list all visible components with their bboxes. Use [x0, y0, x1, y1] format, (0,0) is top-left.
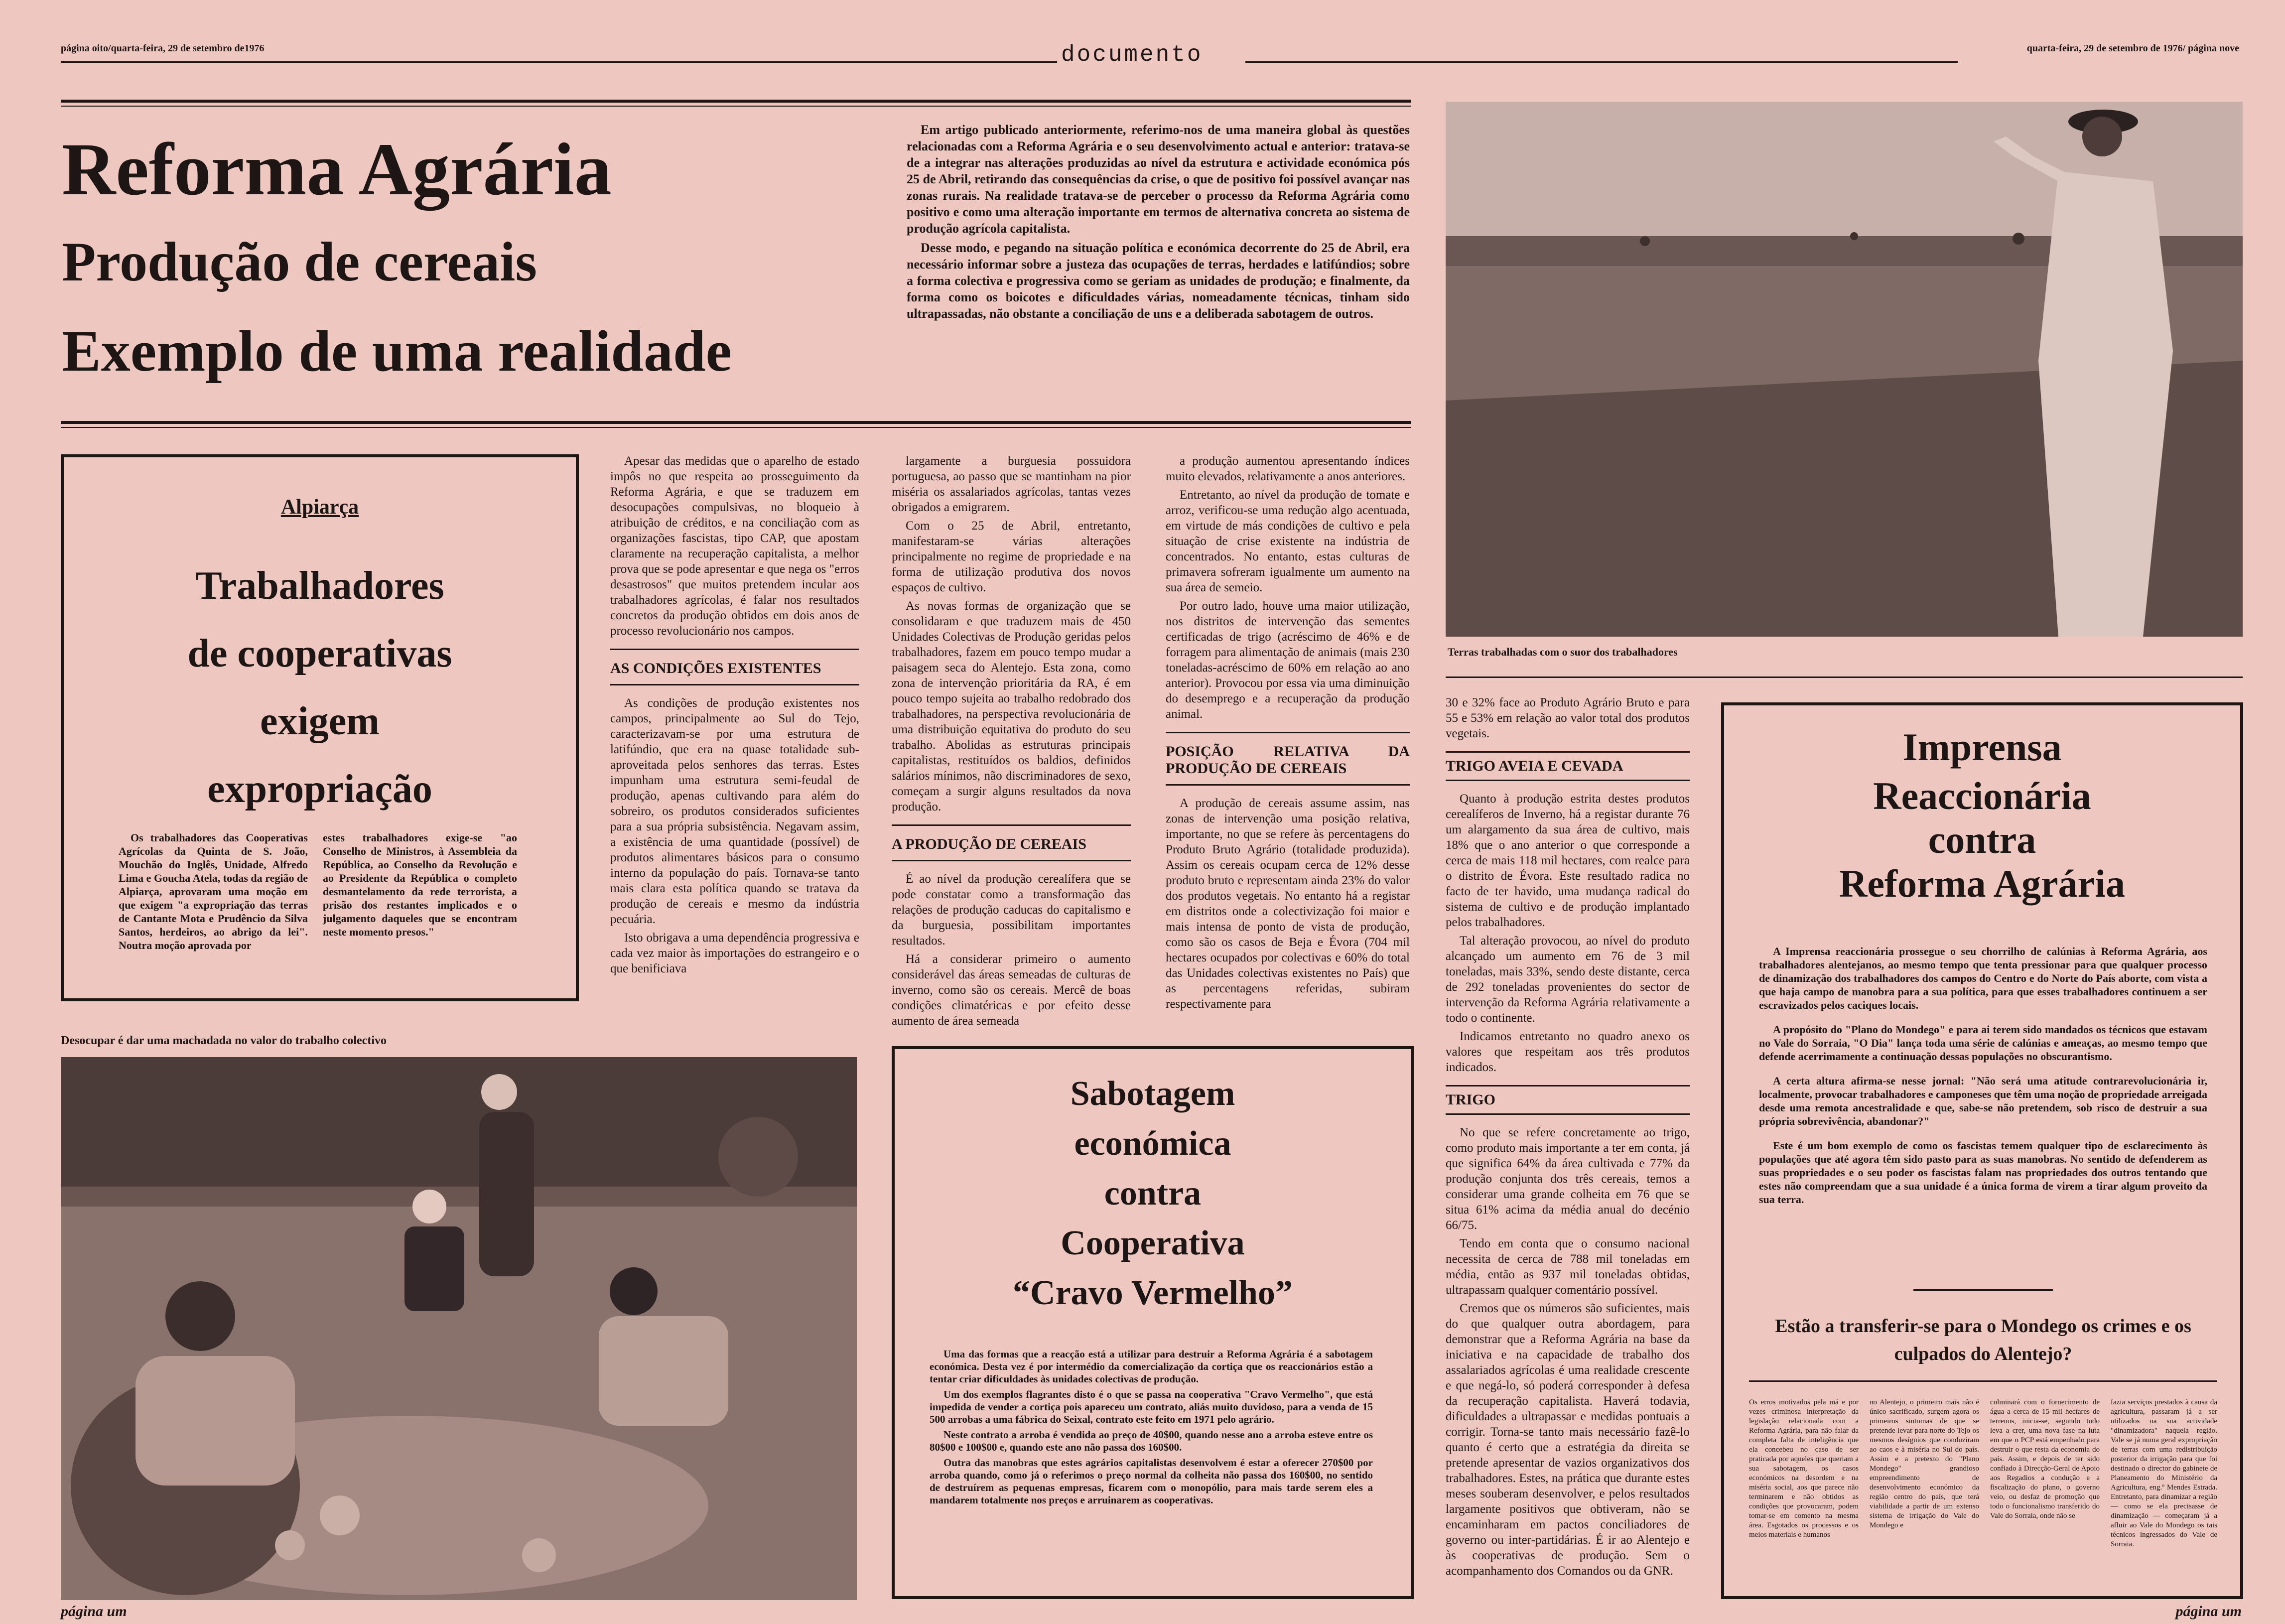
running-head-right: quarta-feira, 29 de setembro de 1976/ página nove: [2026, 43, 2239, 54]
sabotage-headline-line: Sabotagem: [1070, 1075, 1235, 1113]
alpiarca-headline-line: expropriação: [207, 767, 432, 811]
footer-right: página um: [2175, 1603, 2242, 1620]
imprensa-subhead: Estão a transferir-se para o Mondego os crimes e os culpados do Alentejo?: [1775, 1316, 2191, 1364]
running-head-left: página oito/quarta-feira, 29 de setembro de1976: [61, 43, 265, 54]
body-paragraph: As condições de produção existentes nos campos, principalmente ao Sul do Tejo, caracterizavam-se por uma estrutura de latifúndio, que era na quase totalidade sub-aproveitada pelos senhores das terras. Estes impunham uma estrutura semi-feudal de produção, apenas cultivando para além do sobreiro, os produtos considerados suficientes para a sua própria subsistência. Negavam assim, a existência de uma quantidade (possível) de produtos alimentares básicos para o consumo interno da população do país. Tornava-se tanto mais clara esta política quando se tratava da produção de cereais e mesmo da indústria pecuária.: [610, 696, 859, 926]
column-rule: [610, 684, 859, 685]
alpiarca-headline-line: Trabalhadores: [195, 564, 444, 608]
body-paragraph: A produção de cereais assume assim, nas zonas de intervenção uma posição relativa, importante, no que se refere às percentagens do Produto Bruto Agrário (totalidade produzida). Assim os cereais ocupam cerca de 12% desse produto bruto e representam ainda 23% do valor dos produtos vegetais. No entanto há a registar em distritos onde a colectivização foi maior e mais intensa de ponto de vista de produção, como são os casos de Beja e Évora (704 mil hectares ocupados por colectivas e 60% do total das Unidades colectivas existentes no País) que as percentagens referidas, subiram respectivamente para: [1166, 797, 1410, 1011]
imprensa-body: [1759, 945, 2207, 1209]
body-paragraph: Por outro lado, houve uma maior utilização, nos distritos de intervenção das sementes certificadas de trigo (acréscimo de 46% e de forragem para alimentação de animais (mais 230 toneladas-acréscimo de 60% em relação ao ano anterior). Provocou por essa via uma diminuição do desemprego e a recuperação da produção animal.: [1166, 599, 1410, 721]
article-column-3: [1166, 453, 1410, 1015]
top-rule-thin: [61, 106, 1411, 107]
section-label: documento: [1061, 42, 1203, 68]
body-paragraph: Entretanto, ao nível da produção de tomate e arroz, verificou-se uma redução algo acentuada, em virtude de más condições de cultivo e pela situação de crise existente na indústria de concentrados. No entanto, estas culturas de primavera sofreram igualmente um aumento na sua área de semeio.: [1166, 488, 1410, 594]
body-paragraph: largamente a burguesia possuidora portuguesa, ao passo que se mantinham na pior miséria os assalariados agrícolas, tantas vezes obrigados a emigrarem.: [892, 454, 1131, 514]
column-rule: [1446, 1085, 1690, 1086]
sabotage-headline-line: Cooperativa: [1061, 1224, 1245, 1262]
main-subtitle-1: Produção de cereais: [62, 231, 537, 293]
photo-cooperative-workers: [61, 1057, 857, 1600]
footer-left: página um: [61, 1603, 127, 1620]
header-rule-right: [1245, 61, 1958, 63]
imprensa-subhead-rule: [1749, 1380, 2217, 1382]
imprensa-headline-line: Imprensa: [1902, 725, 2062, 769]
sabotage-paragraph: Neste contrato a arroba é vendida ao preço de 40$00, quando nesse ano a arroba esteve entre os 80$00 e 100$00 e, quando este ano não passa dos 160$00.: [930, 1429, 1373, 1453]
body-paragraph: É ao nível da produção cerealífera que se pode constatar como a transformação das relações de produção caducas do capitalismo e da burguesia, possibilitam importantes resultados.: [892, 872, 1131, 947]
column-rule: [1446, 751, 1690, 753]
subheading-relative-position: POSIÇÃO RELATIVA DA PRODUÇÃO DE CEREAIS: [1166, 743, 1410, 777]
alpiarca-col-b: estes trabalhadores exige-se "ao Conselho de Ministros, à Assembleia da República, ao Conselho da Revolução e ao Presidente da República o completo desmantelamento da rede terrorista, a prisão dos restantes implicados e o julgamento daqueles que se encontram neste momento presos.": [323, 831, 517, 938]
article-column-4: [1446, 695, 1690, 1582]
photo-cooperative-workers-image: [61, 1057, 857, 1600]
alpiarca-col-a: Os trabalhadores das Cooperativas Agrícolas da Quinta de S. João, Mouchão do Inglês, Unidade, Alfredo Lima e Goucha Atela, todas da região de Alpiarça, aprovaram uma moção em que exigem "a expropriação das terras de Cantante Mota e Prudêncio da Silva Santos, herdeiros, ao abrigo da lei". Noutra moção aprovada por: [119, 831, 308, 951]
body-paragraph: Com o 25 de Abril, entretanto, manifestaram-se várias alterações principalmente no regime de propriedade e na forma de utilização produtiva dos novos espaços de cultivo.: [892, 519, 1131, 594]
headline-bottom-rule: [61, 421, 1411, 424]
body-paragraph: Quanto à produção estrita destes produtos cerealíferos de Inverno, há a registar durante 76 um alargamento da sua área de cultivo, mais 18% que o ano anterior o que corresponde a cerca de mais 118 mil hectares, com realce para o distrito de Évora. Este resultado radica no facto de ter havido, uma mudança radical do sistema de cultivo e de produção implantado pelos trabalhadores.: [1446, 792, 1690, 929]
body-paragraph: 30 e 32% face ao Produto Agrário Bruto e para 55 e 53% em relação ao valor total dos produtos vegetais.: [1446, 696, 1690, 740]
body-paragraph: As novas formas de organização que se consolidaram e que traduzem mais de 450 Unidades Colectivas de Produção geridas pelos trabalhadores, fazem em pouco tempo mudar a paisagem seca do Alentejo. Esta zona, como zona de intervenção prioritária da RA, é em pouco tempo sujeita ao trabalho redobrado dos trabalhadores, na perspectiva revolucionária de uma distribuição equitativa do produto do seu trabalho. Abolidas as estruturas principais capitalistas, restituídos os baldios, definidos salários mínimos, não discriminadores de sexo, começam a surgir alguns resultados da nova produção.: [892, 599, 1131, 813]
sabotage-headline-line: económica: [1074, 1124, 1231, 1163]
photo-right-caption: Terras trabalhadas com o suor dos trabalhadores: [1448, 646, 1678, 658]
column-rule: [610, 649, 859, 650]
alpiarca-box: [61, 454, 579, 1001]
lead-paragraph: Em artigo publicado anteriormente, referimo-nos de uma maneira global às questões relacionadas com a Reforma Agrária e o seu desenvolvimento actual e anterior: tratava-se de a integrar nas alterações produzidas ao nível da estrutura e actividade económica pós 25 de Abril, retirando das consequências da crise, o que de positivo foi possível avançar nas zonas rurais. Na realidade tratava-se de perceber o processo da Reforma Agrária como positivo e como uma alteração importante em termos de alternativa concreta ao sistema de produção agrícola capitalista.: [907, 123, 1410, 236]
subheading-wheat-oats-barley: TRIGO AVEIA E CEVADA: [1446, 758, 1623, 774]
main-subtitle-2: Exemplo de uma realidade: [62, 318, 732, 384]
body-paragraph: Tendo em conta que o consumo nacional necessita de cerca de 788 mil toneladas em média, então as 937 mil toneladas obtidas, ultrapassam qualquer comentário possível.: [1446, 1237, 1690, 1297]
column-rule: [1166, 784, 1410, 786]
imprensa-small-col: culminará com o fornecimento de água a cerca de 15 mil hectares de terrenos, inicia-se, segundo tudo leva a crer, uma nova fase na luta em que o PCP está empenhado para destruir o que resta da economia do país. Assim, e depois de ter sido confiado à Direcção-Geral de Apoio aos Regadios a condução e a fiscalização do plano, o governo veio, ou desfaz de promoção que todo o funcionalismo transferido do Vale do Sorraia, onde não se: [1990, 1398, 2100, 1520]
sabotage-body: [930, 1348, 1373, 1509]
subheading-cereal-production: A PRODUÇÃO DE CEREAIS: [892, 836, 1086, 852]
header-rule-left: [61, 61, 1057, 63]
body-paragraph: Apesar das medidas que o aparelho de estado impôs no que respeita ao prosseguimento da Reforma Agrária, e que se traduzem em desocupações compulsivas, no bloqueio à atribuição de créditos, e na conciliação com as organizações fascistas, tipo CAP, que apostam claramente na recuperação capitalista, a melhor prova que se pode apresentar e que nega os "erros desastrosos" que muitos pretendem incular aos trabalhadores agrícolas, é falar nos resultados concretos da produção obtidos em dois anos de processo revolucionário nos campos.: [610, 454, 859, 638]
sabotage-paragraph: Um dos exemplos flagrantes disto é o que se passa na cooperativa "Cravo Vermelho", que está impedida de vender a cortiça pois apareceu um contrato, aliás muito duvidoso, para a venda de 15 500 arrobas a uma fábrica do Seixal, contrato este feito em 1971 pelo agrário.: [930, 1388, 1373, 1425]
subheading-existing-conditions: AS CONDIÇÕES EXISTENTES: [610, 660, 821, 677]
column-rule: [892, 860, 1131, 861]
sabotage-paragraph: Outra das manobras que estes agrários capitalistas desenvolvem é estar a oferecer 270$00 por arroba quando, como já o referimos o preço normal da colheita não passa dos 160$00, no sentido de destruírem as pequenas empresas, ficarem com o monopólio, para mais tarde serem eles a mandarem totalmente nos preços e arruinarem as cooperativas.: [930, 1457, 1373, 1506]
photo-left-caption: Desocupar é dar uma machadada no valor do trabalho colectivo: [61, 1034, 387, 1047]
lead-text: [907, 122, 1410, 325]
alpiarca-headline-line: de cooperativas: [187, 632, 452, 676]
main-title: Reforma Agrária: [62, 128, 612, 211]
column-rule: [1446, 780, 1690, 781]
body-paragraph: No que se refere concretamente ao trigo, como produto mais importante a ter em conta, já que significa 64% da área cultivada e 77% da produção conjunta dos três cereais, temos a considerar uma grande colheita em 76 que se situa 61% acima da média anual do decénio 66/75.: [1446, 1126, 1690, 1232]
column-rule: [892, 824, 1131, 826]
article-column-1: [610, 453, 859, 979]
imprensa-box: [1721, 702, 2243, 1599]
sabotage-headline-line: contra: [1104, 1174, 1202, 1213]
imprensa-paragraph: A propósito do "Plano do Mondego" e para ai terem sido mandados os técnicos que estavam no Vale do Sorraia, "O Dia" lança toda uma série de calúnias e ameaças, ao mesmo tempo que defende acerrimamente a continuação dessas populações no obscurantismo.: [1759, 1023, 2207, 1063]
imprensa-headline-line: Reforma Agrária: [1839, 862, 2125, 905]
body-paragraph: Indicamos entretanto no quadro anexo os valores que respeitam aos três produtos indicados.: [1446, 1030, 1690, 1074]
sabotage-headline: [895, 1069, 1411, 1318]
top-rule: [61, 100, 1411, 103]
imprensa-headline-line: Reaccionária: [1873, 774, 2091, 817]
imprensa-divider: [1913, 1289, 2053, 1291]
photo-fields-image: [1446, 102, 2243, 637]
body-paragraph: a produção aumentou apresentando índices muito elevados, relativamente a anos anteriores.: [1166, 454, 1410, 483]
alpiarca-headline-line: exigem: [260, 699, 380, 743]
column-rule: [1446, 1113, 1690, 1115]
photo-bottom-rule: [1446, 677, 2243, 678]
body-paragraph: Isto obrigava a uma dependência progressiva e cada vez maior às importações do estrangeiro e o que benificiava: [610, 931, 859, 975]
body-paragraph: Tal alteração provocou, ao nível do produto alcançado um aumento em 76 de 3 mil toneladas, mais 33%, sendo deste distante, cerca de 292 toneladas provenientes do sector de intervenção da Reforma Agrária relativamente a todo o continente.: [1446, 934, 1690, 1025]
sabotage-paragraph: Uma das formas que a reacção está a utilizar para destruir a Reforma Agrária é a sabotagem económica. Desta vez é por intermédio da comercialização da cortiça que os reaccionários estão a tentar criar dificuldades às unidades colectivas de produção.: [930, 1348, 1373, 1385]
photo-fields: [1446, 102, 2243, 637]
subheading-wheat: TRIGO: [1446, 1091, 1496, 1108]
imprensa-small-col: no Alentejo, o primeiro mais não é único sacrificado, surgem agora os primeiros sintomas de que se pretende levar para norte do Tejo os mesmos desígnios que conduziram ao caos e à miséria no Sul do país. Assim e a pretexto do "Plano Mondego" grandioso empreendimento de desenvolvimento económico da região centro do país, que terá viabilidade a partir de um extenso sistema de irrigação do Vale do Mondego e: [1870, 1398, 1979, 1529]
headline-bottom-rule-thin: [61, 427, 1411, 428]
imprensa-headline: [1724, 725, 2240, 906]
imprensa-headline-line: contra: [1928, 818, 2036, 861]
imprensa-small-col: fazia serviços prestados à causa da agricultura, passaram já a ser utilizados na sua actividade "dinamizadora" naquela região. Vale se já numa geral expropriação de terras com uma redistribuição posterior da irrigação para que foi destinado o director do gabinete de Planeamento do Ministério da Agricultura, eng.º Mendes Estrada. Entretanto, para dinamizar a região — como se ela precisasse de dinamização — começaram já a afluir ao Vale do Mondego os tais técnicos ingressados do Vale de Sorraia.: [2111, 1398, 2217, 1548]
column-rule: [1166, 732, 1410, 733]
alpiarca-kicker: Alpiarça: [280, 496, 359, 519]
alpiarca-headline: [64, 552, 576, 823]
imprensa-paragraph: A Imprensa reaccionária prossegue o seu chorrilho de calúnias à Reforma Agrária, aos trabalhadores alentejanos, ao mesmo tempo que tenta pressionar para que qualquer processo de dinamização dos trabalhadores dos campos do Centro e do Norte do País aborte, com vista a que haja campo de manobra para a sua política, para que esses trabalhadores continuem a ser escravizados pelos caciques locais.: [1759, 945, 2207, 1011]
lead-paragraph: Desse modo, e pegando na situação política e económica decorrente do 25 de Abril, era necessário informar sobre a justeza das ocupações de terras, herdades e latifúndios; sobre a forma colectiva e progressiva como se geriam as unidades de produção; e finalmente, da forma como os boicotes e dificuldades várias, nomeadamente técnicas, tinham sido ultrapassadas, não obstante a conciliação de uns e a deliberada sabotagem de outros.: [907, 241, 1410, 321]
imprensa-paragraph: A certa altura afirma-se nesse jornal: "Não será uma atitude contrarevolucionária ir, localmente, provocar trabalhadores e camponeses que têm uma noção de propriedade arreigada desde uma remota ancestralidade e que, sabe-se não pretendem, sob risco de destruir a sua própria sobrevivência, abandonar?": [1759, 1075, 2207, 1127]
body-paragraph: Há a considerar primeiro o aumento considerável das áreas semeadas de culturas de inverno, como são os cereais. Mercê de boas condições climatéricas e por efeito desse aumento de área semeada: [892, 952, 1131, 1028]
sabotage-headline-line: “Cravo Vermelho”: [1013, 1274, 1293, 1312]
imprensa-small-col: Os erros motivados pela má e por vezes criminosa interpretação da legislação relacionada com a Reforma Agrária, para não falar da completa falta de inteligência que ela concebeu no caso de ser praticada por aqueles que queriam a sua sabotagem, os casos económicos na desordem e na miséria social, aos que parece não terminarem e não obtidos as condições que provocaram, podem tomar-se em comento na mesma área. Esgotados os processos e os meios materiais e humanos: [1749, 1398, 1859, 1539]
sabotage-box: [892, 1046, 1414, 1599]
article-column-2: [892, 453, 1131, 1032]
imprensa-paragraph: Este é um bom exemplo de como os fascistas temem qualquer tipo de esclarecimento às populações que até agora têm sido pasto para as suas manobras. No sentido de defenderem as suas propriedades e o seu poder os fascistas falam nas propriedades dos outros tentando que estes não compreendam que a sua unidade é a única forma de virem a tirar algum proveito da sua terra.: [1759, 1139, 2207, 1206]
body-paragraph: Cremos que os números são suficientes, mais do que qualquer outra abordagem, para demonstrar que a Reforma Agrária na base da iniciativa e na capacidade de trabalho dos assalariados agrícolas é uma realidade crescente e que negá-lo, só poderá corresponder à defesa da recuperação capitalista. Haverá todavia, dificuldades a ultrapassar e medidas pontuais a corrigir. Torna-se tanto mais necessário fazê-lo quanto é certo que a estratégia da direita se pretende apresentar de vazios organizativos dos trabalhadores. Estes, na prática que durante estes meses souberam desenvolver, e pelos resultados largamente positivos que obtiveram, não se encaminharam em pactos conciliadores de governo ou inter-partidárias. É ir ao Alentejo e às cooperativas de produção. Sem o acompanhamento dos Comandos ou da GNR.: [1446, 1302, 1690, 1578]
